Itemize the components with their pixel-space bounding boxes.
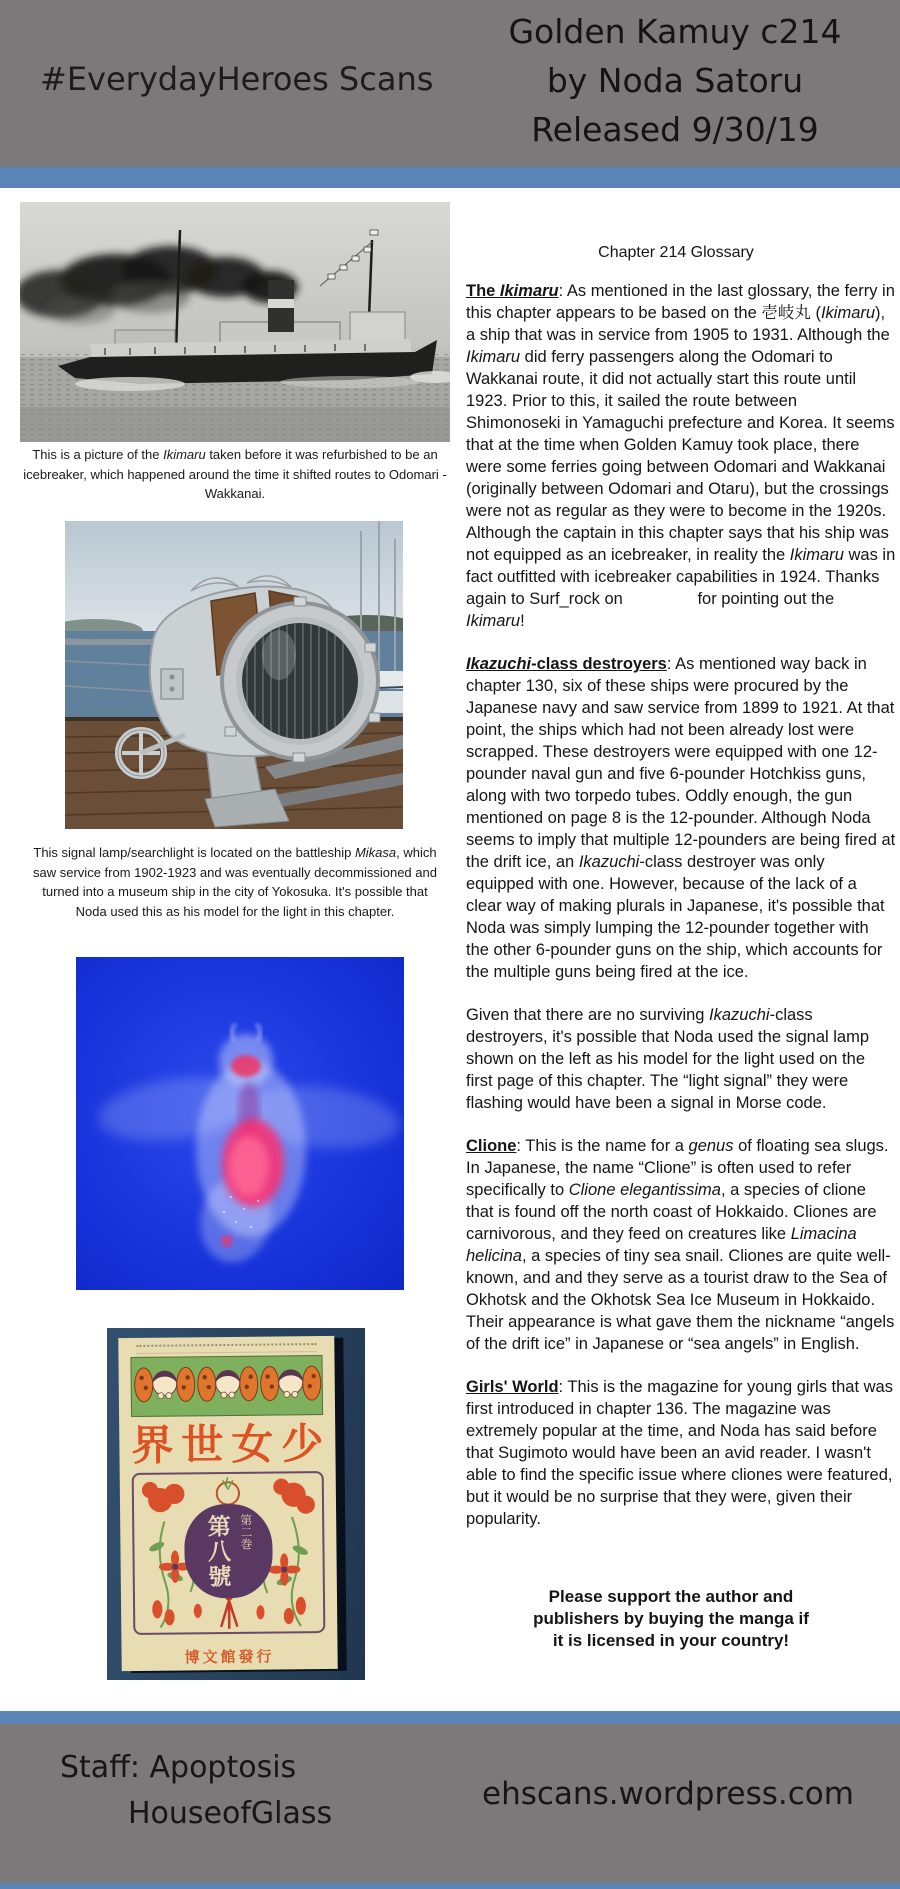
searchlight-photo bbox=[65, 521, 403, 829]
chapter-title-block bbox=[450, 7, 900, 154]
magazine-volume-label: 第二巻 bbox=[238, 1513, 253, 1551]
magazine-issue-label: 第八號 bbox=[204, 1513, 232, 1589]
top-divider-bar bbox=[0, 167, 900, 188]
support-note-line: publishers by buying the manga if bbox=[533, 1609, 809, 1628]
title-line-series: Golden Kamuy c214 bbox=[508, 12, 842, 51]
glossary-entry-ikazuchi-destroyers: Ikazuchi-class destroyers: As mentioned way back in chapter 130, six of these ships were procured by the Japanese navy and saw service from 1899 to 1921. At that point, the ships which had not been already lost were scrapped. These destroyers were equipped with one 12-pounder naval gun and five 6-pounder Hotchkiss guns, along with two torpedo tubes. Oddly enough, the gun mentioned on page 8 is the 12-pounder. Although Noda seems to imply that multiple 12-pounders are being fired at the drift ice, an Ikazuchi-class destroyer was only equipped with one. However, because of the lack of a clear way of making plurals in Japanese, it's possible that Noda was simply lumping the 12-pounder together with the other 6-pounder guns on the ship, which accounts for the multiple guns being fired at the ice. bbox=[466, 655, 896, 981]
website-url: ehscans.wordpress.com bbox=[482, 1776, 854, 1812]
ikimaru-photo-caption: This is a picture of the Ikimaru taken before it was refurbished to be an icebreaker, which happened around the time it shifted routes to Odomari - Wakkanai. bbox=[23, 447, 447, 501]
footer-band bbox=[0, 1724, 900, 1883]
clione-photo bbox=[76, 957, 404, 1290]
support-note bbox=[466, 1586, 876, 1652]
glossary-entry-signal-lamp-note: Given that there are no surviving Ikazuchi-class destroyers, it's possible that Noda used the signal lamp shown on the left as his model for the light used on the first page of this chapter. The “light signal” they were flashing would have been a signal in Morse code. bbox=[466, 1006, 870, 1112]
title-line-release: Released 9/30/19 bbox=[531, 110, 819, 149]
magazine-issue-rosette bbox=[184, 1504, 273, 1599]
bottom-edge-strip bbox=[0, 1883, 900, 1889]
magazine-cherub-band bbox=[130, 1355, 323, 1417]
ikimaru-photo bbox=[20, 202, 450, 442]
header-band bbox=[0, 0, 900, 167]
title-line-author: by Noda Satoru bbox=[546, 61, 804, 100]
scan-group-title: #EverydayHeroes Scans bbox=[40, 60, 434, 98]
support-note-line: Please support the author and bbox=[548, 1587, 794, 1606]
magazine-publisher-kanji: 博文館發行 bbox=[184, 1648, 275, 1667]
staff-line-2: HouseofGlass bbox=[128, 1796, 333, 1831]
glossary-entry-ikimaru: The Ikimaru: As mentioned in the last glossary, the ferry in this chapter appears to be based on the 壱岐丸 (Ikimaru), a ship that was in service from 1905 to 1931. Although the Ikimaru did ferry passengers along the Odomari to Wakkanai route, it did not actually start this route until 1923. Prior to this, it sailed the route between Shimonoseki in Yamaguchi prefecture and Korea. It seems that at the time when Golden Kamuy took place, there were some ferries going between Odomari and Wakkanai (originally between Odomari and Otaru), but the crossings were not as regular as they were to become in the 1920s. Although the captain in this chapter says that his ship was not equipped as an icebreaker, in reality the Ikimaru was in fact outfitted with icebreaker capabilities in 1924. Thanks again to Surf_rock on for pointing out the Ikimaru! bbox=[466, 282, 896, 630]
magazine-cover bbox=[118, 1336, 337, 1671]
magazine-title-kanji: 界世女少 bbox=[131, 1418, 332, 1471]
content-area bbox=[0, 188, 900, 1711]
magazine-smallprint bbox=[136, 1343, 316, 1354]
glossary-heading: Chapter 214 Glossary bbox=[598, 244, 754, 261]
bottom-divider-bar bbox=[0, 1711, 900, 1724]
glossary-entry-clione: Clione: This is the name for a genus of floating sea slugs. In Japanese, the name “Clione” is often used to refer specifically to Clione elegantissima, a species of clione that is found off the north coast of Hokkaido. Cliones are carnivorous, and they feed on creatures like Limacina helicina, a species of tiny sea snail. Cliones are quite well-known, and and they serve as a tourist draw to the Sea of Okhotsk and the Okhotsk Sea Ice Museum in Hokkaido. Their appearance is what gave them the nickname “angels of the drift ice” in Japanese or “sea angels” in English. bbox=[466, 1137, 895, 1353]
glossary-entry-girls-world: Girls' World: This is the magazine for young girls that was first introduced in chapter 136. The magazine was extremely popular at the time, and Noda has said before that Sugimoto would have been an avid reader. I wasn't able to find the specific issue where cliones were featured, but it would be no surprise that they were, given their popularity. bbox=[466, 1378, 893, 1528]
girls-world-magazine-photo bbox=[107, 1328, 365, 1680]
support-note-line: it is licensed in your country! bbox=[552, 1631, 790, 1650]
staff-line-1: Staff: Apoptosis bbox=[60, 1750, 297, 1785]
glossary-body bbox=[466, 280, 896, 1551]
searchlight-photo-caption: This signal lamp/searchlight is located on the battleship Mikasa, which saw service from 1902-1923 and was eventually decommissioned and turned into a museum ship in the city of Yokosuka. It's possible that Noda used this as his model for the light in this chapter. bbox=[33, 845, 437, 919]
magazine-art-frame bbox=[132, 1471, 326, 1635]
